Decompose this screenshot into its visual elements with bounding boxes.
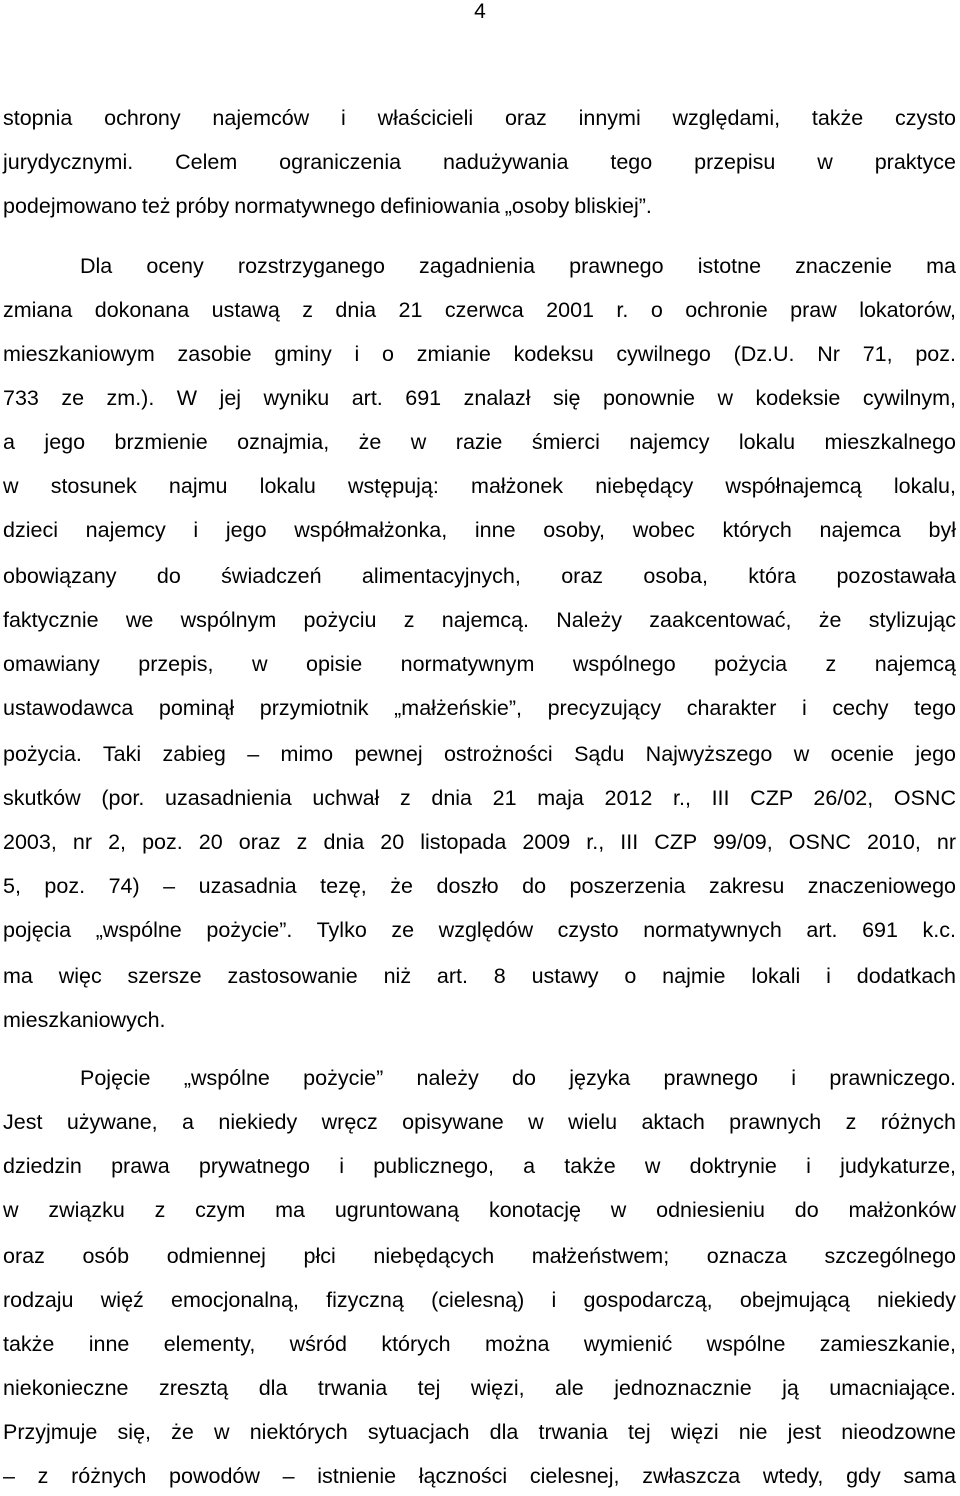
text-line: omawiany przepis, w opisie normatywnym wspólnego pożycia z najemcą	[3, 652, 956, 676]
text-line: – z różnych powodów – istnienie łączności cielesnej, zwłaszcza wtedy, gdy sama	[3, 1464, 956, 1488]
text-line: jurydycznymi. Celem ograniczenia nadużywania tego przepisu w praktyce	[3, 150, 956, 174]
text-line: ma więc szersze zastosowanie niż art. 8 ustawy o najmie lokali i dodatkach	[3, 964, 956, 988]
text-line: skutków (por. uzasadnienia uchwał z dnia 21 maja 2012 r., III CZP 26/02, OSNC	[3, 786, 956, 810]
text-line: rodzaju więź emocjonalną, fizyczną (cielesną) i gospodarczą, obejmującą niekiedy	[3, 1288, 956, 1312]
text-line: Pojęcie „wspólne pożycie” należy do języka prawnego i prawniczego.	[80, 1066, 956, 1090]
text-line: 5, poz. 74) – uzasadnia tezę, że doszło do poszerzenia zakresu znaczeniowego	[3, 874, 956, 898]
text-line: ustawodawca pominął przymiotnik „małżeńskie”, precyzujący charakter i cechy tego	[3, 696, 956, 720]
text-line: Przyjmuje się, że w niektórych sytuacjach dla trwania tej więzi nie jest nieodzowne	[3, 1420, 956, 1444]
text-line: niekonieczne zresztą dla trwania tej więzi, ale jednoznacznie ją umacniające.	[3, 1376, 956, 1400]
text-line: mieszkaniowym zasobie gminy i o zmianie kodeksu cywilnego (Dz.U. Nr 71, poz.	[3, 342, 956, 366]
text-line: mieszkaniowych.	[3, 1008, 166, 1032]
text-line: faktycznie we wspólnym pożyciu z najemcą. Należy zaakcentować, że stylizując	[3, 608, 956, 632]
text-line: obowiązany do świadczeń alimentacyjnych, oraz osoba, która pozostawała	[3, 564, 956, 588]
text-line: w stosunek najmu lokalu wstępują: małżonek niebędący współnajemcą lokalu,	[3, 474, 956, 498]
text-line: oraz osób odmiennej płci niebędących małżeństwem; oznacza szczególnego	[3, 1244, 956, 1268]
text-line: podejmowano też próby normatywnego definiowania „osoby bliskiej”.	[3, 194, 652, 218]
text-line: pożycia. Taki zabieg – mimo pewnej ostrożności Sądu Najwyższego w ocenie jego	[3, 742, 956, 766]
text-line: także inne elementy, wśród których można wymienić wspólne zamieszkanie,	[3, 1332, 956, 1356]
text-line: zmiana dokonana ustawą z dnia 21 czerwca 2001 r. o ochronie praw lokatorów,	[3, 298, 956, 322]
text-line: dzieci najemcy i jego współmałżonka, inne osoby, wobec których najemca był	[3, 518, 956, 542]
text-line: pojęcia „wspólne pożycie”. Tylko ze względów czysto normatywnych art. 691 k.c.	[3, 918, 956, 942]
text-line: dziedzin prawa prywatnego i publicznego, a także w doktrynie i judykaturze,	[3, 1154, 956, 1178]
text-line: 733 ze zm.). W jej wyniku art. 691 znalazł się ponownie w kodeksie cywilnym,	[3, 386, 956, 410]
page-number: 4	[474, 0, 486, 23]
text-line: Dla oceny rozstrzyganego zagadnienia prawnego istotne znaczenie ma	[80, 254, 956, 278]
text-line: stopnia ochrony najemców i właścicieli oraz innymi względami, także czysto	[3, 106, 956, 130]
text-line: 2003, nr 2, poz. 20 oraz z dnia 20 listopada 2009 r., III CZP 99/09, OSNC 2010, nr	[3, 830, 956, 854]
text-line: a jego brzmienie oznajmia, że w razie śmierci najemcy lokalu mieszkalnego	[3, 430, 956, 454]
text-line: w związku z czym ma ugruntowaną konotację w odniesieniu do małżonków	[3, 1198, 956, 1222]
text-line: Jest używane, a niekiedy wręcz opisywane w wielu aktach prawnych z różnych	[3, 1110, 956, 1134]
